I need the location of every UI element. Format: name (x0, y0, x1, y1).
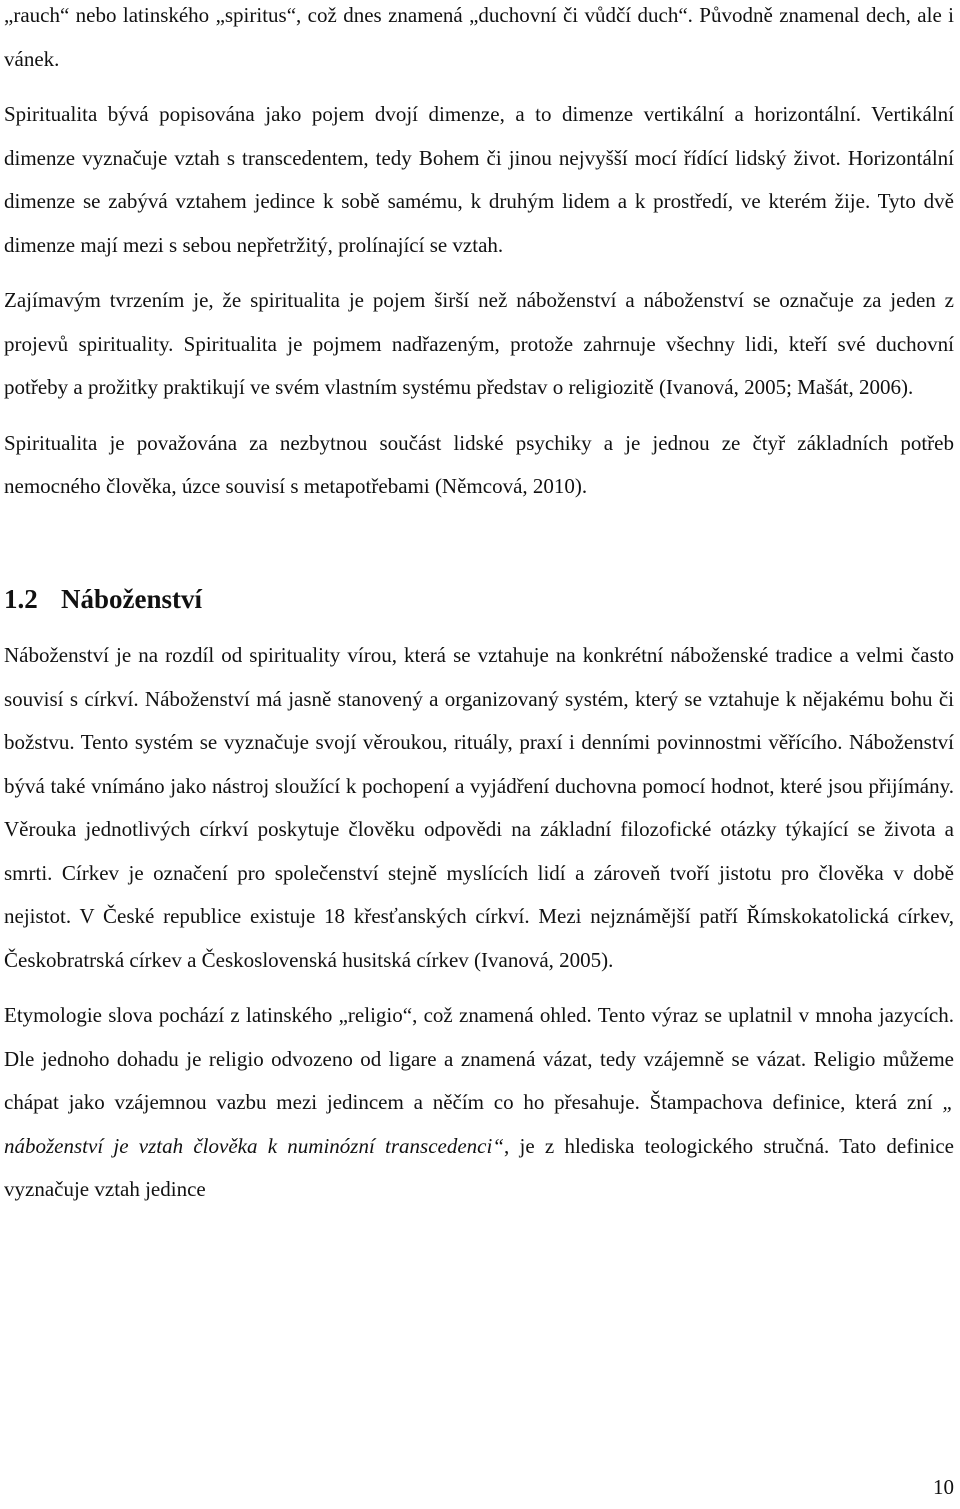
paragraph-spirituality-dimensions: Spiritualita bývá popisována jako pojem dvojí dimenze, a to dimenze vertikální a horizontální. Vertikální dimenze vyznačuje vztah s transcedentem, tedy Bohem či jinou nejvyšší mocí řídící lidský život. Horizontální dimenze se zabývá vztahem jedince k sobě samému, k druhým lidem a k prostředí, ve kterém žije. Tyto dvě dimenze mají mezi s sebou nepřetržitý, prolínající se vztah. (4, 102, 954, 257)
paragraph-etymology-spiritus: „rauch“ nebo latinského „spiritus“, což dnes znamená „duchovní či vůdčí duch“. Původně znamenal dech, ale i vánek. (4, 3, 954, 71)
paragraph-spirituality-needs: Spiritualita je považována za nezbytnou součást lidské psychiky a je jednou ze čtyř základních potřeb nemocného člověka, úzce souvisí s metapotřebami (Němcová, 2010). (4, 430, 954, 498)
section-number: 1.2 (4, 583, 38, 614)
paragraph-spirituality-vs-religion: Zajímavým tvrzením je, že spiritualita je pojem širší než náboženství a náboženství se označuje za jeden z projevů spirituality. Spiritualita je pojmem nadřazeným, protože zahrnuje všechny lidi, kteří své duchovní potřeby a prožitky praktikují ve svém vlastním systému představ o religiozitě (Ivanová, 2005; Mašát, 2006). (4, 288, 954, 399)
paragraph-text-end: , je z hlediska teologického stručná. Tato definice vyznačuje vztah jedince (4, 1133, 955, 1201)
paragraph-text-start: Etymologie slova pochází z latinského „religio“, což znamená ohled. Tento výraz se uplatnil v mnoha jazycích. Dle jednoho dohadu je religio odvozeno od ligare a znamená vázat, tedy vzájemně se vázat. Religio můžeme chápat jako vzájemnou vazbu mezi jedincem a něčím co ho přesahuje. Štampachova definice, která zní (4, 1003, 954, 1114)
paragraph-religion-definition: Náboženství je na rozdíl od spirituality vírou, která se vztahuje na konkrétní náboženské tradice a velmi často souvisí s církví. Náboženství má jasně stanovený a organizovaný systém, který se vztahuje k nějakému bohu či božstvu. Tento systém se vyznačuje svojí věroukou, rituály, praxí i denními povinnostmi věřícího. Náboženství bývá také vnímáno jako nástroj sloužící k pochopení a vyjádření duchovna pomocí hodnot, které jsou přijímány. Věrouka jednotlivých církví poskytuje člověku odpovědi na základní filozofické otázky týkající se života a smrti. Církev je označení pro společenství stejně myslících lidí a zároveň tvoří jistotu pro člověka v době nejistot. V České republice existuje 18 křesťanských církví. Mezi nejznámější patří Římskokatolická církev, Českobratrská církev a Československá husitská církev (Ivanová, 2005). (4, 643, 954, 972)
section-title: Náboženství (61, 583, 202, 614)
paragraph-religion-etymology (4, 994, 954, 1212)
definition-quote: „ náboženství je vztah člověka k numinózní transcedenci“ (4, 1090, 954, 1158)
section-heading (4, 578, 954, 622)
page-number: 10 (933, 1475, 954, 1499)
